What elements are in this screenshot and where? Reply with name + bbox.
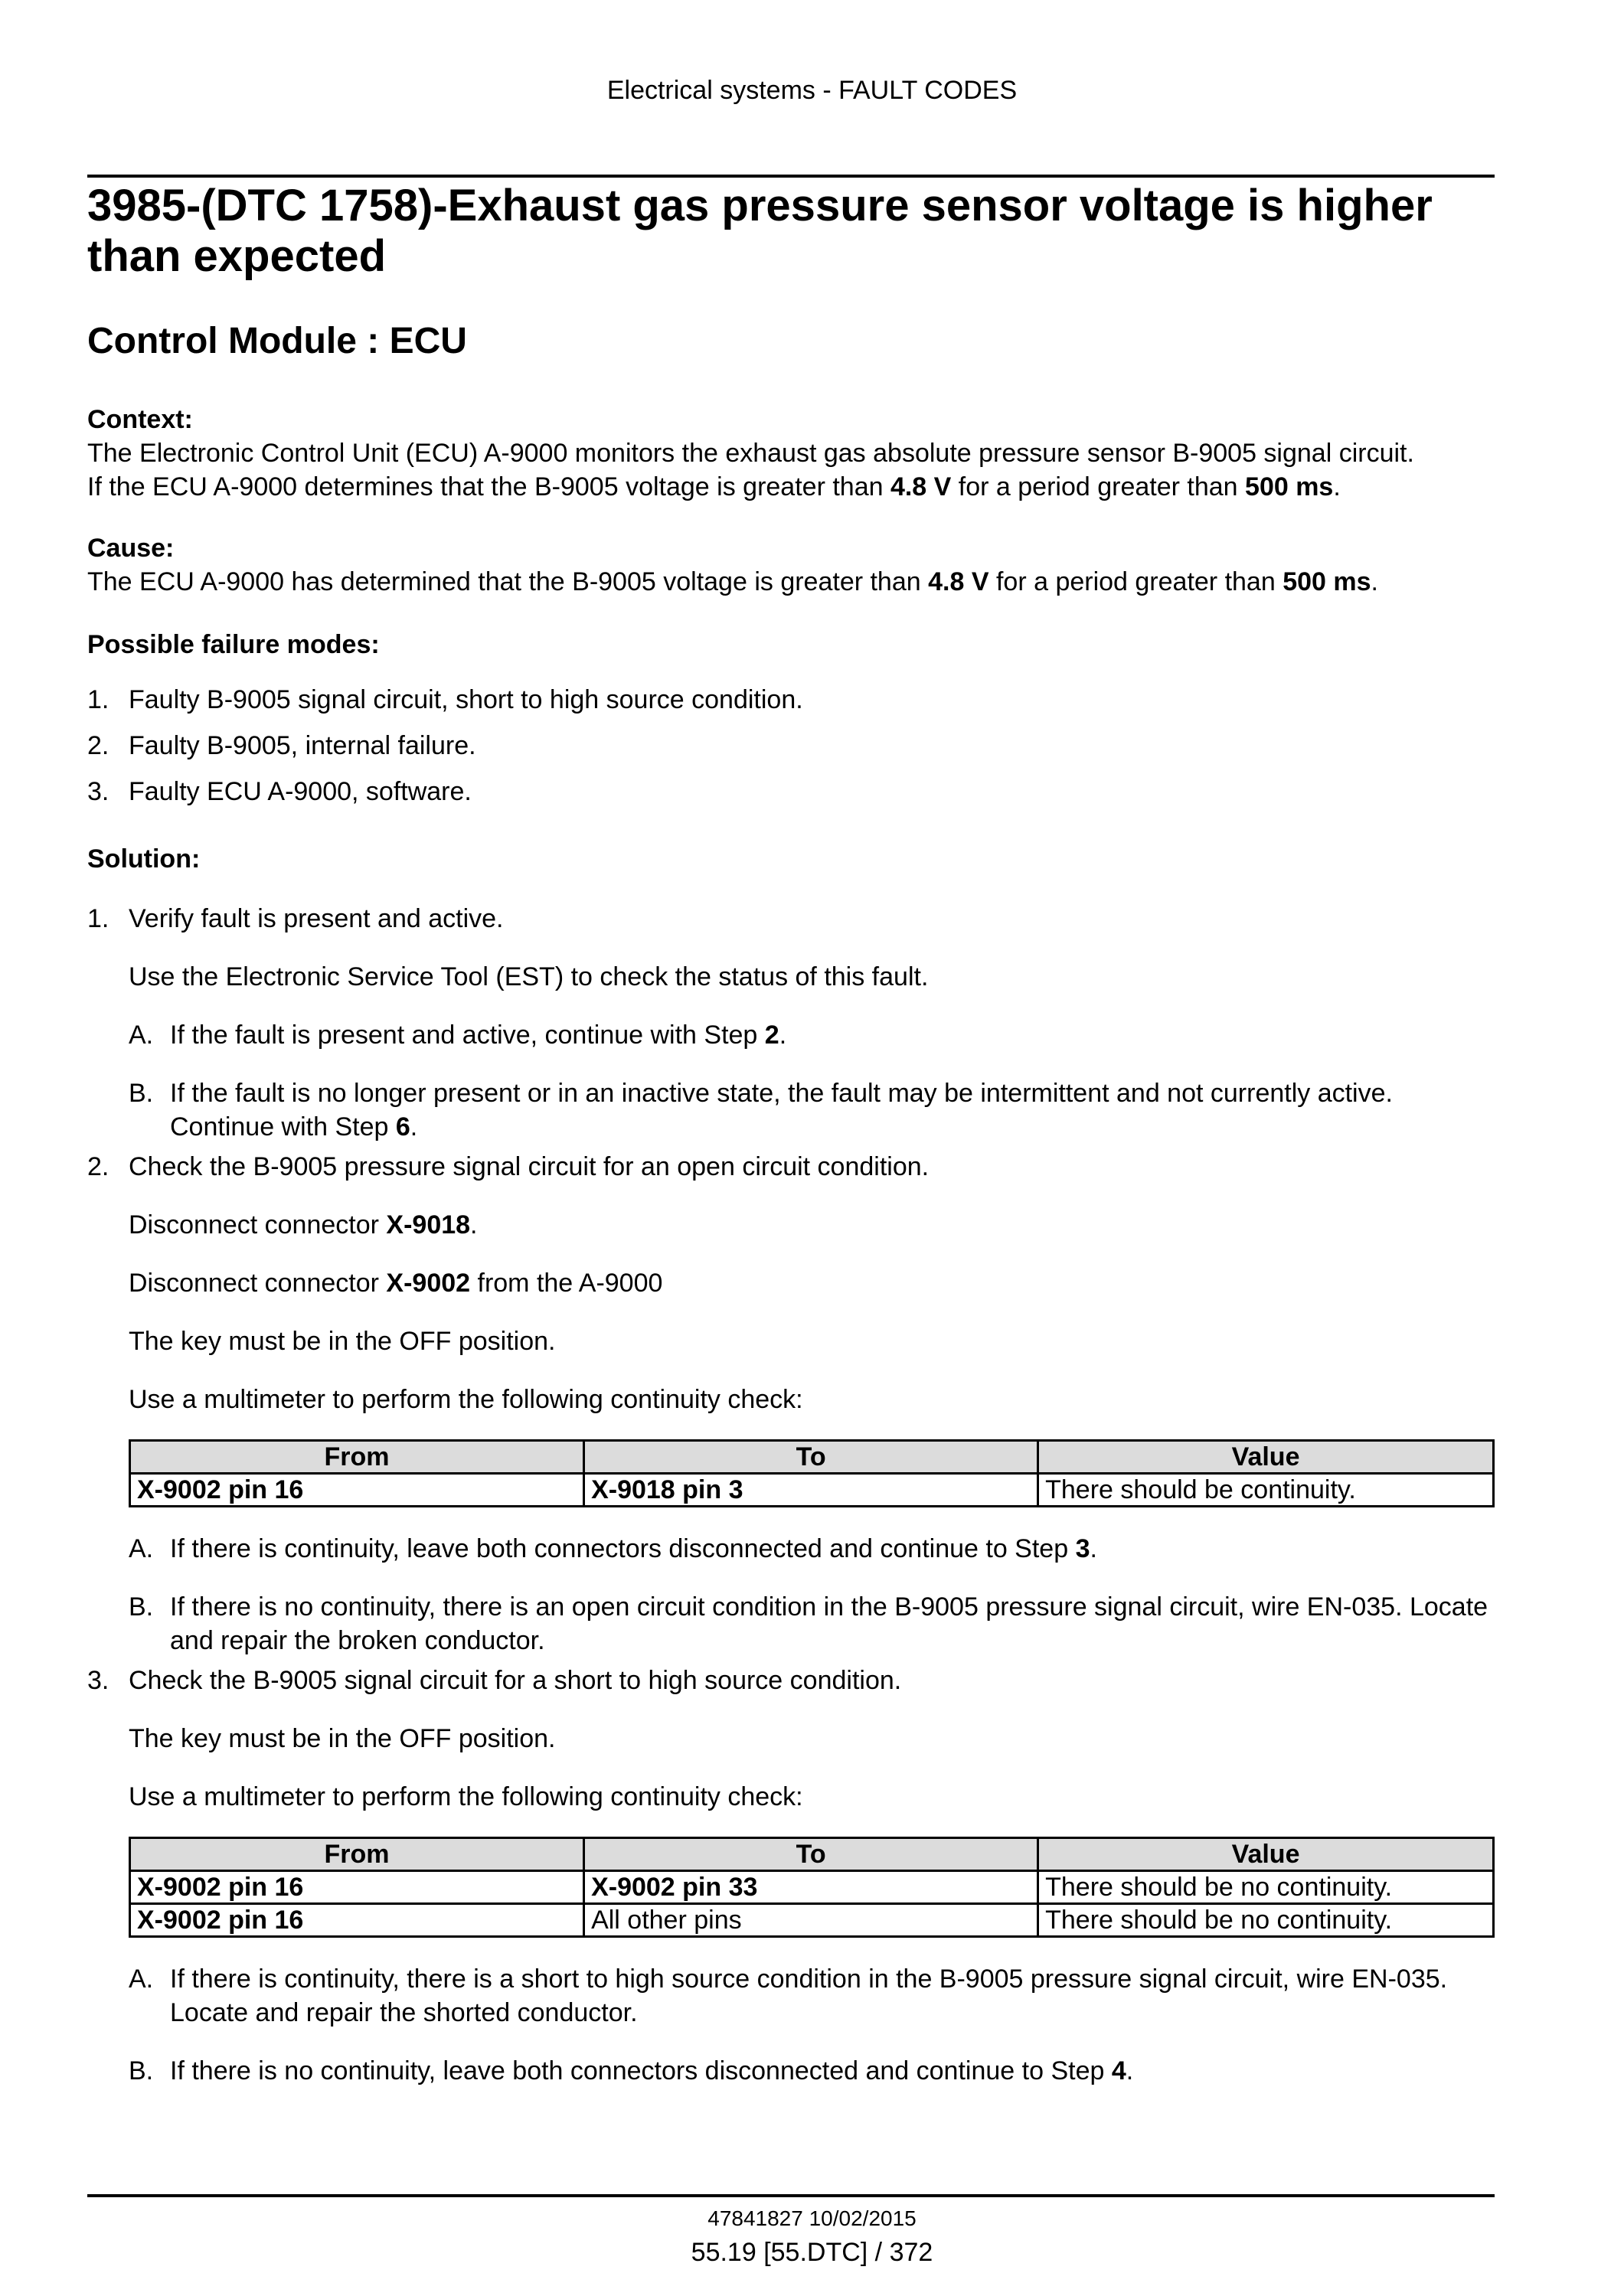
failure-modes-section (87, 628, 1495, 808)
solution-step-2 (87, 1150, 1495, 1657)
step-paragraph: Use a multimeter to perform the following continuity check: (129, 1385, 803, 1414)
step-3-option-b (129, 2054, 1495, 2088)
table-row (130, 1474, 1494, 1507)
option-text: If there is no continuity, leave both connectors disconnected and continue to Step (170, 2056, 1112, 2085)
solution-label: Solution: (87, 844, 201, 874)
solution-steps (87, 902, 1495, 2088)
table-cell-to: X-9018 pin 3 (584, 1474, 1038, 1507)
list-number: 3. (87, 777, 109, 806)
failure-modes-list (87, 683, 1495, 808)
context-line-1: The Electronic Control Unit (ECU) A-9000 monitors the exhaust gas absolute pressure sensor B-9005 signal circuit. (87, 439, 1414, 468)
fault-title: 3985-(DTC 1758)-Exhaust gas pressure sensor voltage is higher than expected (87, 181, 1433, 281)
option-letter: B. (129, 2056, 154, 2085)
connector-id: X-9002 (386, 1269, 471, 1298)
paragraph-text: from the A-9000 (470, 1269, 663, 1298)
table-row (130, 1904, 1494, 1937)
cause-text-part: The ECU A-9000 has determined that the B-9005 voltage is greater than (87, 567, 929, 596)
option-letter: A. (129, 1534, 154, 1563)
list-item (87, 729, 1495, 763)
option-text: If there is continuity, leave both connectors disconnected and continue to Step (170, 1534, 1076, 1563)
step-paragraph (129, 1208, 1495, 1242)
cause-text (87, 565, 1495, 599)
time-threshold: 500 ms (1245, 472, 1334, 501)
context-text: If the ECU A-9000 determines that the B-9005 voltage is greater than (87, 472, 890, 501)
context-line-2 (87, 470, 1495, 504)
paragraph-text: Disconnect connector (129, 1269, 387, 1298)
option-text: If the fault is present and active, continue with Step (170, 1021, 765, 1050)
table-cell-value: There should be no continuity. (1038, 1904, 1494, 1937)
cause-text-part: . (1371, 567, 1378, 596)
column-header: From (130, 1441, 584, 1474)
step-reference: 4 (1111, 2056, 1126, 2085)
option-letter: B. (129, 1592, 154, 1622)
context-text: . (1333, 472, 1341, 501)
cause-label: Cause: (87, 534, 175, 563)
column-header: Value (1038, 1838, 1494, 1871)
step-paragraph (129, 1266, 1495, 1300)
footer-page-number: 55.19 [55.DTC] / 372 (691, 2238, 933, 2267)
time-threshold: 500 ms (1283, 567, 1371, 596)
option-letter: B. (129, 1079, 154, 1108)
list-number: 1. (87, 685, 109, 714)
page-content (87, 181, 1495, 2088)
context-label: Context: (87, 405, 193, 434)
list-text: Faulty ECU A-9000, software. (129, 777, 472, 806)
option-text: . (1090, 1534, 1097, 1563)
list-item (87, 775, 1495, 808)
cause-section (87, 531, 1495, 599)
option-text: If there is no continuity, there is an open circuit condition in the B-9005 pressure signal circuit, wire EN-035. Locate and repair the broken conductor. (170, 1592, 1488, 1655)
continuity-table (129, 1837, 1495, 1938)
step-paragraph: The key must be in the OFF position. (129, 1327, 556, 1356)
context-section (87, 403, 1495, 504)
step-paragraph: Use a multimeter to perform the following continuity check: (129, 1782, 803, 1811)
list-number: 2. (87, 731, 109, 760)
control-module-heading: Control Module : ECU (87, 321, 467, 361)
continuity-table (129, 1439, 1495, 1507)
table-cell-from: X-9002 pin 16 (130, 1474, 584, 1507)
table-cell-value: There should be continuity. (1038, 1474, 1494, 1507)
connector-id: X-9018 (386, 1210, 471, 1239)
column-header: To (584, 1441, 1038, 1474)
step-1-option-b (129, 1076, 1495, 1144)
table-cell-to: All other pins (584, 1904, 1038, 1937)
footer-rule (87, 2194, 1495, 2197)
failure-modes-label: Possible failure modes: (87, 630, 380, 659)
table-header-row (130, 1441, 1494, 1474)
step-3-option-a (129, 1962, 1495, 2030)
table-row (130, 1871, 1494, 1904)
solution-section (87, 842, 1495, 2088)
option-letter: A. (129, 1021, 154, 1050)
column-header: To (584, 1838, 1038, 1871)
solution-step-1 (87, 902, 1495, 1144)
footer-document-id: 47841827 10/02/2015 (707, 2206, 917, 2230)
option-text: . (1126, 2056, 1134, 2085)
step-reference: 2 (764, 1021, 779, 1050)
solution-step-3 (87, 1664, 1495, 2088)
header-rule (87, 175, 1495, 178)
voltage-threshold: 4.8 V (890, 472, 952, 501)
step-number: 3. (87, 1666, 109, 1695)
column-header: Value (1038, 1441, 1494, 1474)
step-1-option-a (129, 1018, 1495, 1052)
option-letter: A. (129, 1965, 154, 1994)
step-reference: 3 (1075, 1534, 1090, 1563)
step-title: Check the B-9005 signal circuit for a short to high source condition. (129, 1666, 902, 1695)
paragraph-text: . (470, 1210, 478, 1239)
table-header-row (130, 1838, 1494, 1871)
option-text: . (779, 1021, 787, 1050)
step-2-option-b (129, 1590, 1495, 1657)
page-header: Electrical systems - FAULT CODES (606, 76, 1018, 105)
step-title: Check the B-9005 pressure signal circuit for an open circuit condition. (129, 1152, 930, 1181)
table-cell-from: X-9002 pin 16 (130, 1871, 584, 1904)
step-title: Verify fault is present and active. (129, 904, 504, 933)
step-2-option-a (129, 1532, 1495, 1566)
step-reference: 6 (395, 1112, 410, 1141)
option-text: If there is continuity, there is a short to high source condition in the B-9005 pressure signal circuit, wire EN-035. Locate and repair the shorted conductor. (170, 1965, 1448, 2027)
paragraph-text: Disconnect connector (129, 1210, 387, 1239)
voltage-threshold: 4.8 V (928, 567, 989, 596)
context-text: for a period greater than (951, 472, 1246, 501)
step-number: 2. (87, 1152, 109, 1181)
table-cell-from: X-9002 pin 16 (130, 1904, 584, 1937)
cause-text-part: for a period greater than (988, 567, 1283, 596)
list-text: Faulty B-9005 signal circuit, short to high source condition. (129, 685, 803, 714)
list-text: Faulty B-9005, internal failure. (129, 731, 476, 760)
option-text: If the fault is no longer present or in an inactive state, the fault may be intermittent and not currently active. Continue with Step (170, 1079, 1393, 1141)
table-cell-value: There should be no continuity. (1038, 1871, 1494, 1904)
option-text: . (410, 1112, 418, 1141)
step-paragraph: The key must be in the OFF position. (129, 1724, 556, 1753)
step-paragraph: Use the Electronic Service Tool (EST) to check the status of this fault. (129, 962, 929, 991)
column-header: From (130, 1838, 584, 1871)
table-cell-to: X-9002 pin 33 (584, 1871, 1038, 1904)
step-number: 1. (87, 904, 109, 933)
list-item (87, 683, 1495, 717)
